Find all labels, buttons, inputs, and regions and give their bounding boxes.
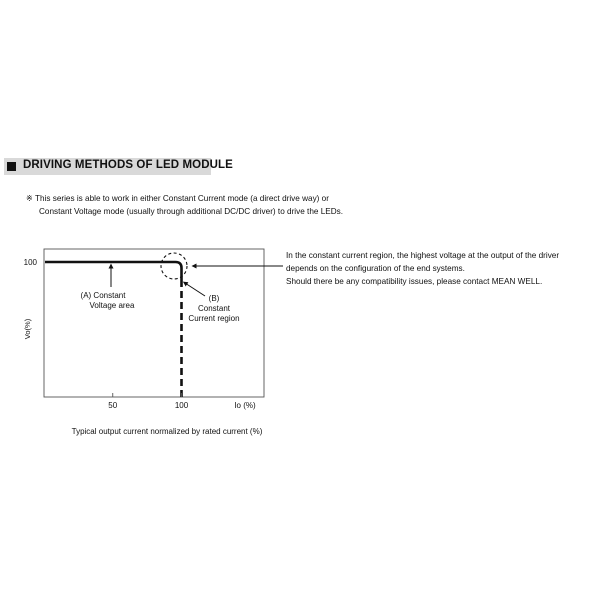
knee-curve (176, 262, 182, 280)
region-b-arrow (185, 283, 205, 296)
y-tick-label-100: 100 (23, 258, 37, 267)
region-b-label-line-3: Current region (188, 314, 240, 323)
section-title: DRIVING METHODS OF LED MODULE (23, 159, 233, 171)
note-line-3: Should there be any compatibility issues, please contact MEAN WELL. (286, 277, 543, 286)
intro-line-1: ※ This series is able to work in either Constant Current mode (a direct drive way) or (26, 194, 329, 203)
plot-frame (44, 249, 264, 397)
note-line-1: In the constant current region, the highest voltage at the output of the driver (286, 251, 560, 260)
y-axis-label: Vo(%) (23, 318, 32, 340)
region-b-label-line-2: Constant (197, 304, 231, 313)
knee-highlight-circle (161, 253, 187, 279)
intro-line-2: Constant Voltage mode (usually through additional DC/DC driver) to drive the LEDs. (39, 207, 344, 216)
region-b-label-line-1: (B) (208, 294, 220, 303)
chart-caption: Typical output current normalized by rated current (%) (71, 427, 263, 436)
x-tick-label-50: 50 (108, 401, 118, 410)
region-a-label-line-1: (A) Constant (80, 291, 126, 300)
region-a-label-line-2: Voltage area (89, 301, 135, 310)
note-line-2: depends on the configuration of the end systems. (286, 264, 465, 273)
x-tick-label-100: 100 (174, 401, 189, 410)
x-axis-label: Io (%) (234, 401, 256, 410)
